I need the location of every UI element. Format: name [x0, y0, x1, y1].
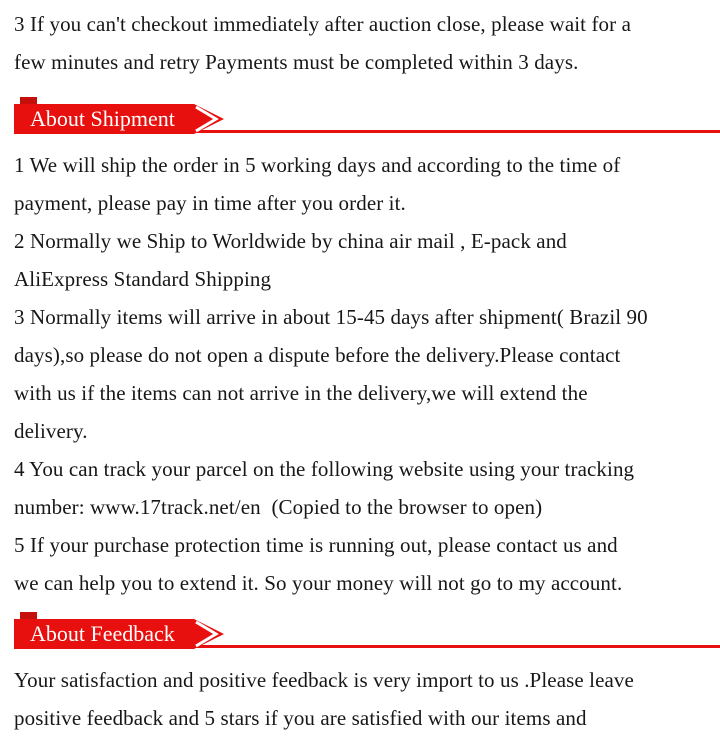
shipment-line-tracking-url: number: www.17track.net/en (Copied to the browser to open) [14, 495, 543, 519]
about-feedback-banner-row [0, 612, 720, 652]
about-shipment-banner-row [0, 97, 720, 137]
ribbon-banner-icon [14, 612, 244, 652]
checkout-note-line: few minutes and retry Payments must be completed within 3 days. [14, 50, 579, 74]
shipment-line: with us if the items can not arrive in the delivery,we will extend the [14, 381, 588, 405]
checkout-note-line: 3 If you can't checkout immediately after auction close, please wait for a [14, 12, 632, 36]
shipment-line: 1 We will ship the order in 5 working days and according to the time of [14, 153, 621, 177]
shipment-line: payment, please pay in time after you order it. [14, 191, 406, 215]
feedback-section [0, 661, 720, 737]
about-shipment-title: About Shipment [30, 106, 175, 131]
shipment-line: 3 Normally items will arrive in about 15-45 days after shipment( Brazil 90 [14, 305, 648, 329]
shipment-line: AliExpress Standard Shipping [14, 267, 272, 291]
shipment-line: days),so please do not open a dispute before the delivery.Please contact [14, 343, 621, 367]
shipment-line: we can help you to extend it. So your money will not go to my account. [14, 571, 623, 595]
feedback-line: positive feedback and 5 stars if you are satisfied with our items and [14, 706, 587, 730]
shipment-section [0, 146, 720, 602]
ribbon-banner-icon [14, 97, 244, 137]
shipment-line: 2 Normally we Ship to Worldwide by china air mail , E-pack and [14, 229, 567, 253]
checkout-note [0, 0, 720, 81]
about-feedback-title: About Feedback [30, 621, 175, 646]
feedback-line: Your satisfaction and positive feedback is very import to us .Please leave [14, 668, 634, 692]
shipment-line: 5 If your purchase protection time is running out, please contact us and [14, 533, 618, 557]
shipment-line: 4 You can track your parcel on the following website using your tracking [14, 457, 635, 481]
shipment-line: delivery. [14, 419, 88, 443]
